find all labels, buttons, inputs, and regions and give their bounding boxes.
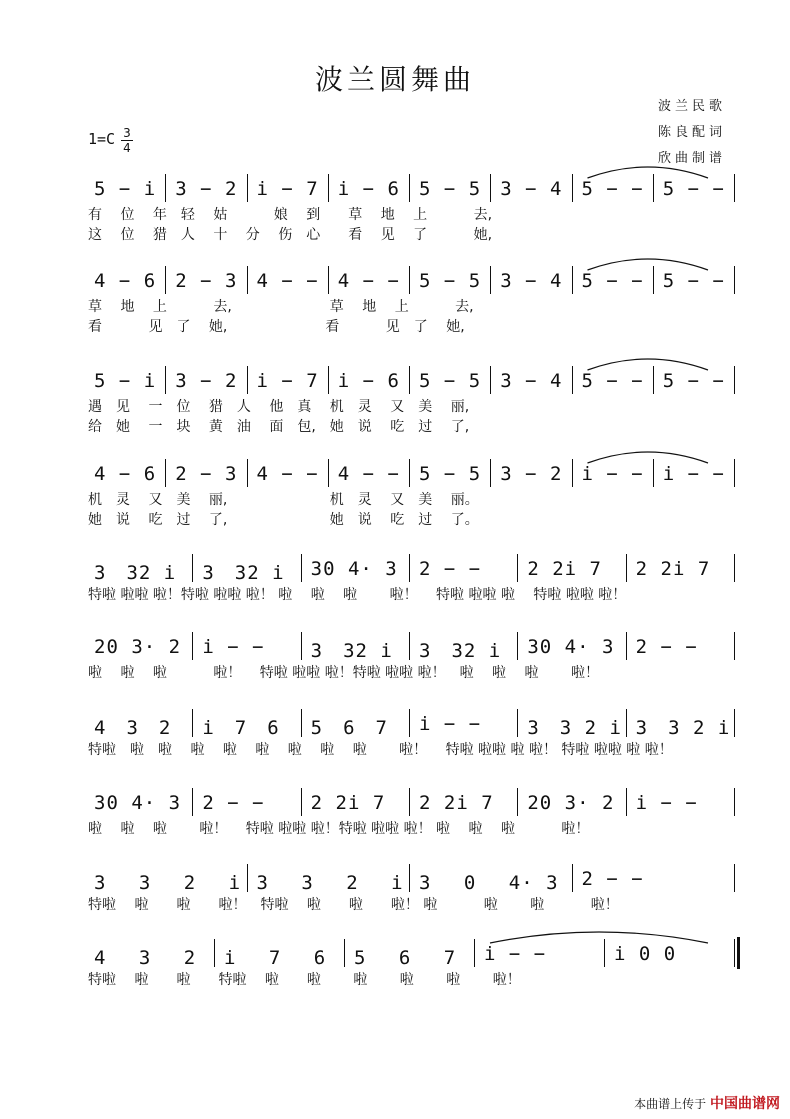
measure: i 7 6	[202, 717, 280, 739]
measure: i − 6	[337, 370, 400, 392]
measure: 4 − 6	[94, 463, 157, 485]
measure: 5 − 5	[419, 463, 482, 485]
measure: 5 − i	[94, 178, 157, 200]
footer	[634, 1093, 780, 1113]
slur-marks	[88, 695, 738, 715]
lyrics-verse-1: 遇 见 一 位 猎 人 他 真 机 灵 又 美 丽,	[88, 399, 470, 415]
measure: i 0 0	[614, 943, 677, 965]
credit-origin: 波兰民歌	[658, 99, 727, 114]
slur-marks	[88, 618, 738, 638]
measure: 2 − −	[635, 636, 698, 658]
slur-marks	[88, 160, 738, 180]
measure: 2 − 3	[175, 270, 238, 292]
measure: i − −	[419, 713, 482, 735]
measure: 5 − −	[662, 178, 725, 200]
lyrics-verse-2: 看 见 了 她, 看 见 了 她,	[88, 319, 465, 335]
measure: 20 3· 2	[94, 636, 182, 658]
credit-arranger: 欣曲制谱	[658, 151, 727, 166]
footer-prefix: 本曲谱上传于	[634, 1097, 707, 1111]
measure: 3 3 2 i	[635, 717, 731, 739]
measure: 5 − −	[662, 370, 725, 392]
lyrics-verse-1: 机 灵 又 美 丽, 机 灵 又 美 丽。	[88, 492, 479, 508]
measure: 2 − −	[581, 868, 644, 890]
measure: 3 3 2 i	[256, 872, 404, 894]
measure: 3 32 i	[94, 562, 177, 584]
measure: i − 7	[256, 370, 319, 392]
slur-marks	[88, 352, 738, 372]
score-title: 波兰圆舞曲	[314, 63, 475, 96]
measure: 4 3 2	[94, 947, 197, 969]
key-signature: 1=C	[88, 130, 116, 148]
measure: 2 − −	[419, 558, 482, 580]
measure: 4 3 2	[94, 717, 172, 739]
lyrics-verse-1: 特啦 啦 啦 啦！ 特啦 啦 啦 啦！ 啦 啦 啦 啦！	[88, 897, 619, 913]
measure: 3 32 i	[419, 640, 502, 662]
slur-marks	[88, 925, 738, 945]
measure: i − −	[202, 636, 265, 658]
footer-brand: 中国曲谱网	[710, 1096, 780, 1112]
time-bottom: 4	[123, 141, 131, 155]
slur-marks	[88, 774, 738, 794]
measure: 5 6 7	[354, 947, 457, 969]
measure: 30 4· 3	[94, 792, 182, 814]
measure: 2 − −	[202, 792, 265, 814]
measure: 3 32 i	[202, 562, 285, 584]
measure: i 7 6	[224, 947, 327, 969]
measure: 5 − −	[581, 270, 644, 292]
measure: 5 − 5	[419, 370, 482, 392]
lyrics-verse-2: 给 她 一 块 黄 油 面 包, 她 说 吃 过 了,	[88, 419, 470, 435]
measure: 2 2i 7	[310, 792, 386, 814]
measure: 2 − 3	[175, 463, 238, 485]
measure: 3 − 4	[500, 178, 563, 200]
measure: 3 − 4	[500, 370, 563, 392]
lyrics-verse-1: 啦 啦 啦 啦！ 特啦 啦啦 啦！特啦 啦啦 啦！ 啦 啦 啦 啦！	[88, 821, 590, 837]
lyrics-verse-2: 这 位 猎 人 十 分 伤 心 看 见 了 她,	[88, 227, 493, 243]
lyrics-verse-1: 草 地 上 去, 草 地 上 去,	[88, 299, 474, 315]
measure: i − −	[662, 463, 725, 485]
measure: 5 − −	[581, 178, 644, 200]
slur-marks	[88, 252, 738, 272]
measure: 2 2i 7	[527, 558, 602, 580]
credit-lyricist: 陈良配词	[658, 125, 727, 140]
lyrics-verse-2: 她 说 吃 过 了, 她 说 吃 过 了。	[88, 512, 479, 528]
measure: 5 6 7	[310, 717, 388, 739]
measure: 4 − 6	[94, 270, 157, 292]
measure: 4 − −	[256, 270, 319, 292]
measure: 4 − −	[337, 463, 400, 485]
measure: 5 − 5	[419, 178, 482, 200]
measure: 3 − 2	[175, 370, 238, 392]
measure: 3 3 2 i	[94, 872, 242, 894]
slur-marks	[88, 540, 738, 560]
measure: 3 3 2 i	[527, 717, 622, 739]
time-signature	[120, 126, 134, 155]
lyrics-verse-1: 有 位 年 轻 姑 娘 到 草 地 上 去,	[88, 207, 493, 223]
lyrics-verse-1: 特啦 啦 啦 啦 啦 啦 啦 啦 啦 啦！ 特啦 啦啦 啦 啦！ 特啦 啦啦 啦 啦！	[88, 742, 673, 758]
measure: 5 − −	[662, 270, 725, 292]
measure: 4 − −	[337, 270, 400, 292]
measure: 3 32 i	[310, 640, 393, 662]
measure: 3 − 4	[500, 270, 563, 292]
time-top: 3	[123, 126, 131, 140]
measure: 30 4· 3	[527, 636, 615, 658]
measure: 5 − −	[581, 370, 644, 392]
measure: i − 6	[337, 178, 400, 200]
measure: i − 7	[256, 178, 319, 200]
slur-marks	[88, 850, 738, 870]
measure: 3 − 2	[175, 178, 238, 200]
measure: 4 − −	[256, 463, 319, 485]
measure: 2 2i 7	[419, 792, 494, 814]
measure: i − −	[635, 792, 698, 814]
measure: 3 − 2	[500, 463, 563, 485]
measure: 2 2i 7	[635, 558, 711, 580]
measure: 20 3· 2	[527, 792, 615, 814]
measure: 5 − 5	[419, 270, 482, 292]
lyrics-verse-1: 特啦 啦 啦 特啦 啦 啦 啦 啦 啦 啦！	[88, 972, 521, 988]
measure: 30 4· 3	[310, 558, 398, 580]
measure: 3 0 4· 3	[419, 872, 559, 894]
slur-marks	[88, 445, 738, 465]
measure: i − −	[484, 943, 547, 965]
measure: 5 − i	[94, 370, 157, 392]
lyrics-verse-1: 啦 啦 啦 啦！ 特啦 啦啦 啦！特啦 啦啦 啦！ 啦 啦 啦 啦！	[88, 665, 599, 681]
measure: i − −	[581, 463, 644, 485]
lyrics-verse-1: 特啦 啦啦 啦！特啦 啦啦 啦！ 啦 啦 啦 啦！ 特啦 啦啦 啦 特啦 啦啦 啦！	[88, 587, 627, 603]
